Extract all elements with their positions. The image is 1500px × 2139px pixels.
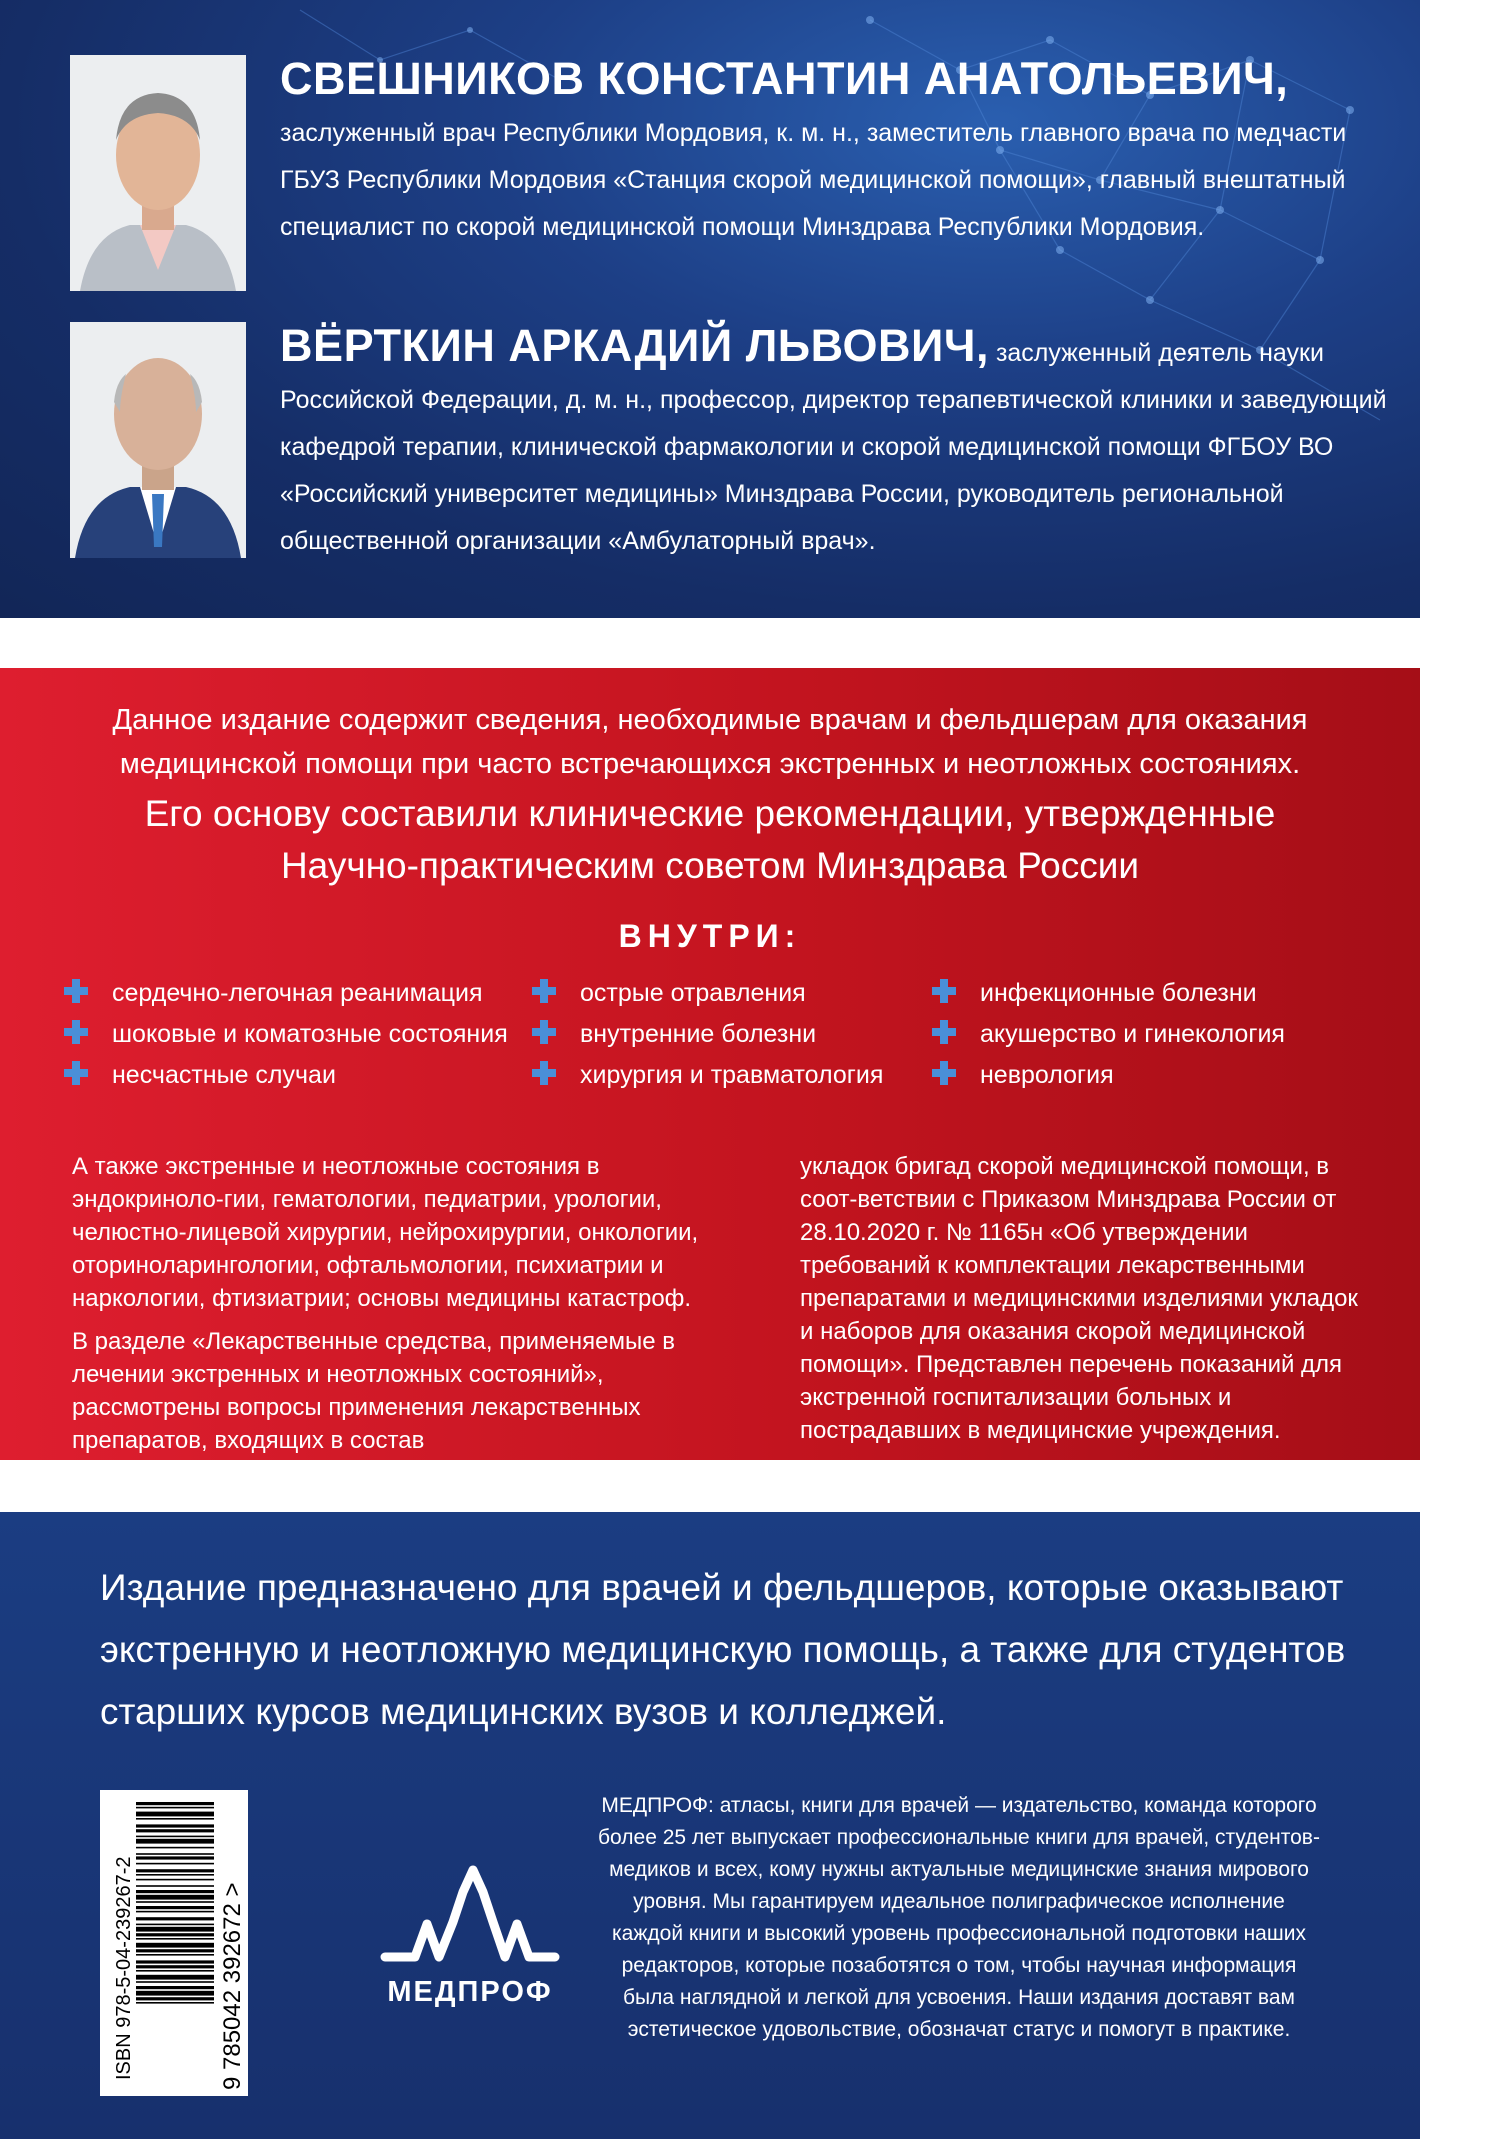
portrait-icon bbox=[70, 55, 246, 291]
description-section bbox=[0, 668, 1420, 1460]
barcode-bar bbox=[136, 1927, 214, 1932]
basis-line-1: Его основу составили клинические рекомендации, утвержденные bbox=[144, 793, 1276, 834]
details-left-paragraph-2: В разделе «Лекарственные средства, применяемые в лечении экстренных и неотложных состояний», рассмотрены вопросы применения лекарственных препаратов, входящих в состав bbox=[72, 1328, 675, 1454]
barcode-bar bbox=[136, 1885, 214, 1887]
plus-icon bbox=[532, 1061, 556, 1085]
barcode-bar bbox=[136, 1970, 214, 1972]
barcode-bar bbox=[136, 1879, 214, 1881]
barcode-bar bbox=[136, 1812, 214, 1817]
details-right-column bbox=[800, 1150, 1365, 1457]
plus-icon bbox=[932, 1020, 956, 1044]
publisher-about: МЕДПРОФ: атласы, книги для врачей — издательство, команда которого более 25 лет выпускает профессиональные книги для врачей, студентов-медиков и всех, кому нужны актуальные медицинские знания мирового уровня. Мы гарантируем идеальное полиграфическое исполнение каждой книги и высокий уровень профессиональной подготовки наших редакторов, которые позаботятся о том, чтобы научная информация была наглядной и легкой для усвоения. Наши издания доставят вам эстетическое удовольствие, обозначат статус и помогут в практике. bbox=[598, 1794, 1320, 2041]
author-1-text bbox=[280, 55, 1390, 251]
isbn-barcode bbox=[100, 1790, 248, 2096]
topic-label: акушерство и гинекология bbox=[980, 1020, 1285, 1048]
barcode-graphic bbox=[100, 1790, 248, 2096]
barcode-digits: 9 785042 392672 > bbox=[219, 1882, 246, 2090]
publisher-logo bbox=[375, 1862, 565, 2032]
publisher-section bbox=[0, 1512, 1420, 2139]
topic-label: внутренние болезни bbox=[580, 1020, 817, 1048]
barcode-bar bbox=[136, 1869, 214, 1872]
barcode-bar bbox=[136, 1895, 214, 1900]
plus-icon bbox=[532, 979, 556, 1003]
barcode-bar bbox=[136, 2002, 214, 2004]
barcode-bar bbox=[136, 1836, 214, 1838]
topic-label: несчастные случаи bbox=[112, 1061, 336, 1089]
barcode-bar bbox=[136, 1981, 214, 1983]
topic-label: хирургия и травматология bbox=[580, 1061, 884, 1089]
details-left-column bbox=[72, 1150, 742, 1467]
topic-label: инфекционные болезни bbox=[980, 979, 1257, 1007]
purpose-text: Издание предназначено для врачей и фельдшеров, которые оказывают экстренную и неотложную медицинскую помощь, а также для студентов старших курсов медицинских вузов и колледжей. bbox=[100, 1567, 1346, 1732]
topic-item bbox=[932, 1014, 1285, 1054]
barcode-bar bbox=[136, 1924, 214, 1926]
barcode-bar bbox=[136, 1975, 214, 1980]
barcode-bar bbox=[136, 1890, 214, 1893]
topic-item bbox=[532, 973, 806, 1013]
inside-title: ВНУТРИ: bbox=[618, 918, 802, 954]
author-2-text bbox=[280, 322, 1390, 565]
barcode-bar bbox=[136, 1874, 214, 1876]
topic-item bbox=[932, 973, 1257, 1013]
topic-item bbox=[64, 973, 482, 1013]
barcode-bar bbox=[136, 1906, 214, 1909]
author-2-name: ВЁРТКИН АРКАДИЙ ЛЬВОВИЧ, bbox=[280, 320, 989, 371]
barcode-bar bbox=[136, 1938, 214, 1940]
barcode-bar bbox=[136, 1839, 214, 1844]
barcode-bar bbox=[136, 1965, 214, 1968]
barcode-bar bbox=[136, 1933, 214, 1936]
topic-label: неврология bbox=[980, 1061, 1114, 1089]
barcode-bar bbox=[136, 1943, 214, 1948]
intro-text bbox=[80, 698, 1340, 786]
basis-text bbox=[80, 788, 1340, 892]
barcode-bar bbox=[136, 1818, 214, 1820]
barcode-bar bbox=[136, 1991, 214, 1996]
plus-icon bbox=[932, 1061, 956, 1085]
plus-icon bbox=[64, 979, 88, 1003]
barcode-bar bbox=[136, 1829, 214, 1832]
author-2-bio: заслуженный деятель науки Российской Федерации, д. м. н., профессор, директор терапевтической клиники и заведующий кафедрой терапии, клинической фармакологии и скорой медицинской помощи ФГБОУ ВО «Российский университет медицины» Минздрава России, руководитель региональной общественной организации «Амбулаторный врач». bbox=[280, 339, 1387, 555]
portrait-icon bbox=[70, 322, 246, 558]
topics-list bbox=[64, 973, 1364, 1103]
plus-icon bbox=[532, 1020, 556, 1044]
topic-item bbox=[532, 1014, 816, 1054]
intro-line-2: медицинской помощи при часто встречающихся экстренных и неотложных состояниях. bbox=[119, 748, 1301, 780]
plus-icon bbox=[64, 1061, 88, 1085]
topic-label: острые отравления bbox=[580, 979, 806, 1007]
topic-item bbox=[932, 1055, 1114, 1095]
barcode-bar bbox=[136, 1853, 214, 1855]
topic-label: сердечно-легочная реанимация bbox=[112, 979, 483, 1007]
intro-line-1: Данное издание содержит сведения, необходимые врачам и фельдшерам для оказания bbox=[112, 704, 1308, 736]
authors-section bbox=[0, 0, 1420, 618]
barcode-bar bbox=[136, 1911, 214, 1913]
basis-line-2: Научно-практическим советом Минздрава России bbox=[280, 845, 1140, 886]
spine-strip bbox=[1420, 0, 1500, 2139]
barcode-bar bbox=[136, 1807, 214, 1809]
barcode-bar bbox=[136, 1863, 214, 1865]
barcode-bar bbox=[136, 1901, 214, 1903]
author-1-bio: заслуженный врач Республики Мордовия, к. м. н., заместитель главного врача по медчасти ГБУЗ Республики Мордовия «Станция скорой медицинской помощи», главный внештатный специалист по скорой медицинской помощи Минздрава Республики Мордовия. bbox=[280, 119, 1347, 241]
barcode-bar bbox=[136, 1986, 214, 1989]
barcode-bar bbox=[136, 1954, 214, 1956]
barcode-bar bbox=[136, 1997, 214, 2000]
plus-icon bbox=[64, 1020, 88, 1044]
barcode-bar bbox=[136, 1847, 214, 1849]
barcode-bar bbox=[136, 1856, 214, 1859]
barcode-bar bbox=[136, 1824, 214, 1827]
isbn-text: ISBN 978-5-04-239267-2 bbox=[113, 1856, 135, 2080]
skyline-icon bbox=[375, 1862, 565, 1972]
barcode-bar bbox=[136, 1949, 214, 1952]
topic-item bbox=[64, 1014, 508, 1054]
logo-text: МЕДПРОФ bbox=[387, 1976, 553, 2008]
author-1-name: СВЕШНИКОВ КОНСТАНТИН АНАТОЛЬЕВИЧ, bbox=[280, 53, 1289, 104]
author-1-photo bbox=[70, 55, 246, 291]
details-right-paragraph-1: укладок бригад скорой медицинской помощи, в соот-ветствии с Приказом Минздрава России от 28.10.2020 г. № 1165н «Об утверждении требований к комплектации лекарственными препаратами и медицинскими изделиями укладок и наборов для оказания скорой медицинской помощи». Представлен перечень показаний для экстренной госпитализации больных и пострадавших в медицинские учреждения. bbox=[800, 1153, 1358, 1444]
author-2-photo bbox=[70, 322, 246, 558]
barcode-bar bbox=[136, 1802, 214, 1805]
topic-item bbox=[64, 1055, 336, 1095]
topic-item bbox=[532, 1055, 883, 1095]
barcode-bar bbox=[136, 1960, 214, 1963]
plus-icon bbox=[932, 979, 956, 1003]
topic-label: шоковые и коматозные состояния bbox=[112, 1020, 508, 1048]
barcode-bar bbox=[136, 1917, 214, 1920]
details-left-paragraph-1: А также экстренные и неотложные состояния в эндокриноло-гии, гематологии, педиатрии, урологии, челюстно-лицевой хирургии, нейрохирургии, онкологии, оториноларингологии, офтальмологии, психиатрии и наркологии, фтизиатрии; основы медицины катастроф. bbox=[72, 1153, 699, 1312]
